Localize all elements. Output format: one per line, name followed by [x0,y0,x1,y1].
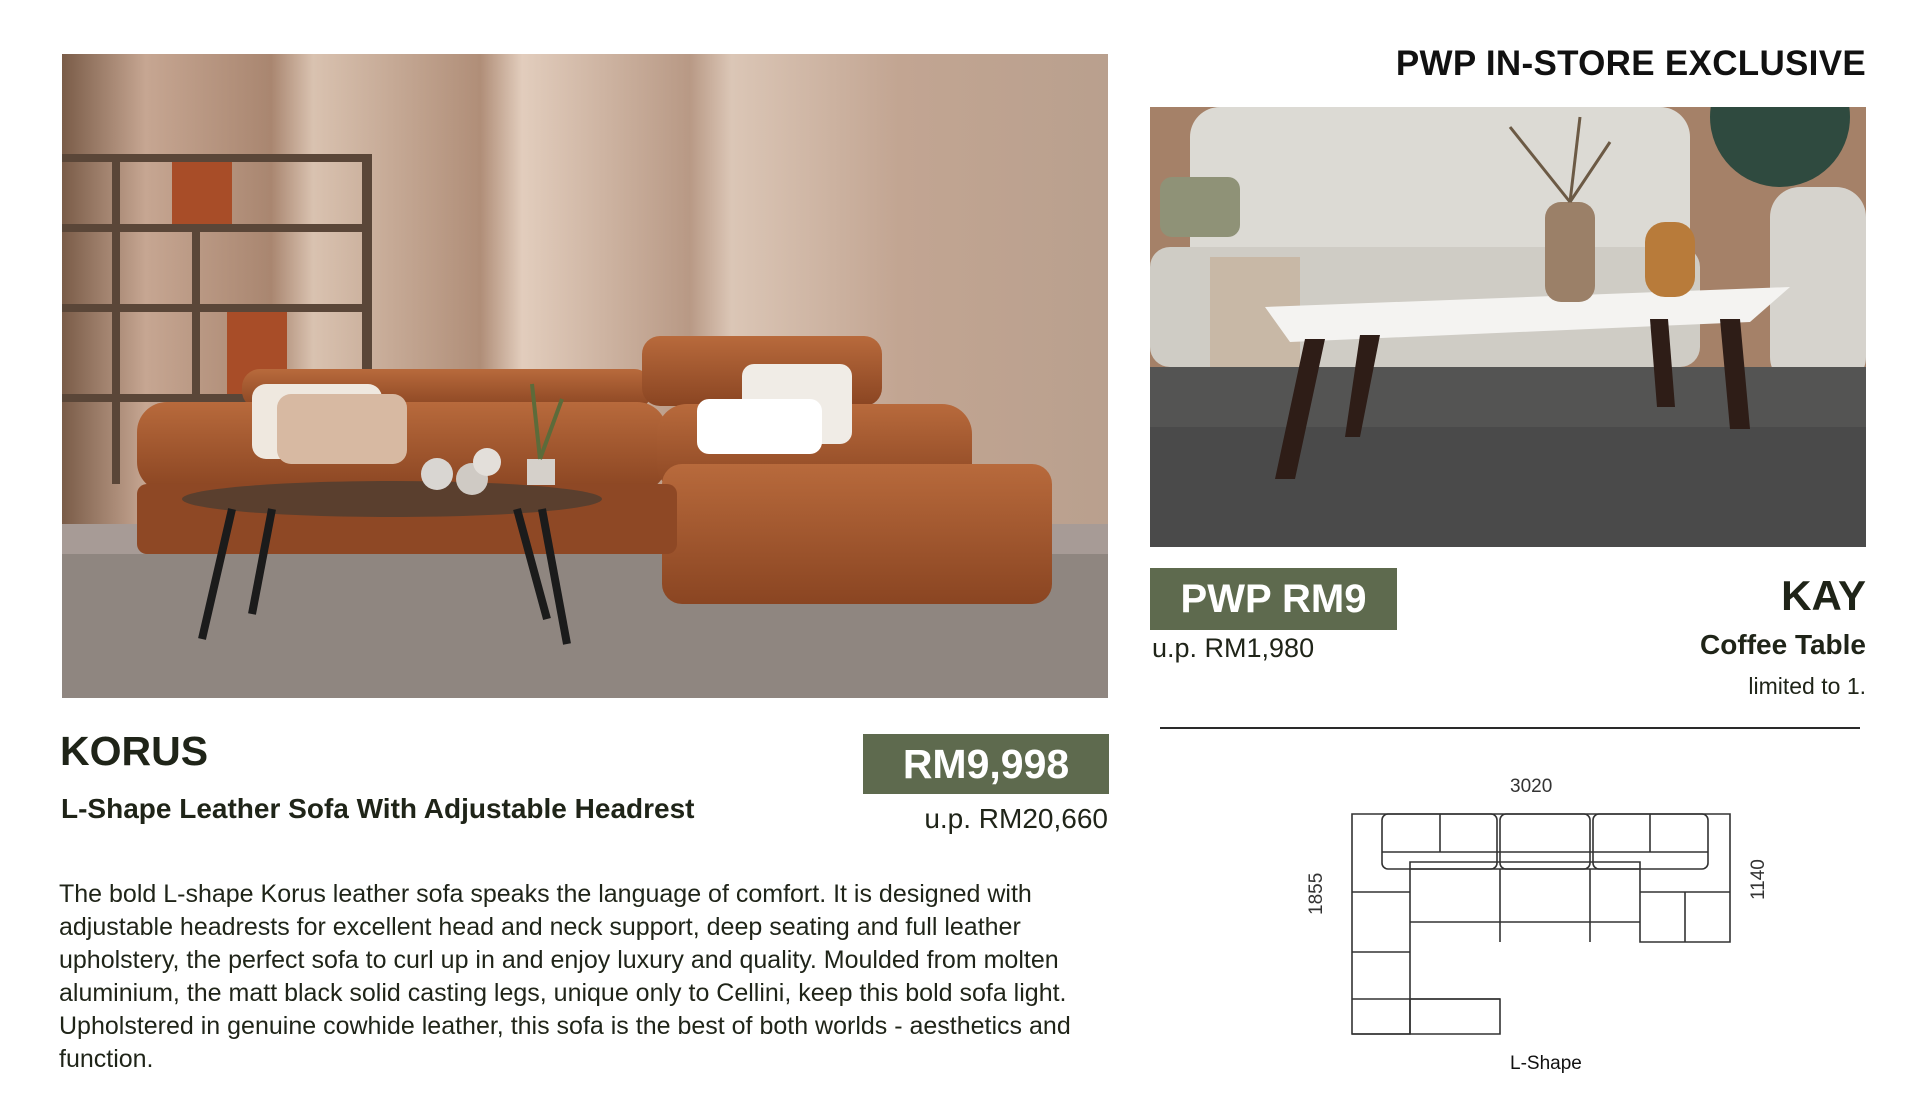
product-description: The bold L-shape Korus leather sofa speaks the language of comfort. It is designed with adjustable headrests for excellent head and neck support, deep seating and full leather upholstery, the perfect sofa to curl up in and enjoy luxury and quality. Moulded from molten aluminium, the matt black solid casting legs, unique only to Cellini, keep this bold sofa light. Upholstered in genuine cowhide leather, this sofa is the best of both worlds - aesthetics and function. [59,880,1071,1073]
product-subtitle: L-Shape Leather Sofa With Adjustable Headrest [61,793,695,824]
plan-width-label: 3020 [1510,776,1553,797]
plan-caption: L-Shape [1510,1053,1582,1074]
coffee-table-photo [1150,107,1866,547]
pwp-exclusive-heading: PWP IN-STORE EXCLUSIVE [1395,44,1866,83]
product-original-price: u.p. RM20,660 [924,803,1108,834]
pwp-limit-note: limited to 1. [1748,673,1866,699]
pwp-product-type: Coffee Table [1700,629,1866,660]
pwp-price-badge: PWP RM9 [1150,568,1397,630]
product-price-badge: RM9,998 [863,734,1109,794]
sofa-product-photo [62,54,1108,698]
section-divider [1160,727,1860,729]
plan-depth-label: 1855 [1306,872,1327,915]
product-name: KORUS [60,728,209,774]
plan-seat-depth-label: 1140 [1748,859,1769,900]
sofa-floor-plan [1310,772,1780,1092]
pwp-original-price: u.p. RM1,980 [1152,633,1315,663]
pwp-product-name: KAY [1781,572,1866,619]
